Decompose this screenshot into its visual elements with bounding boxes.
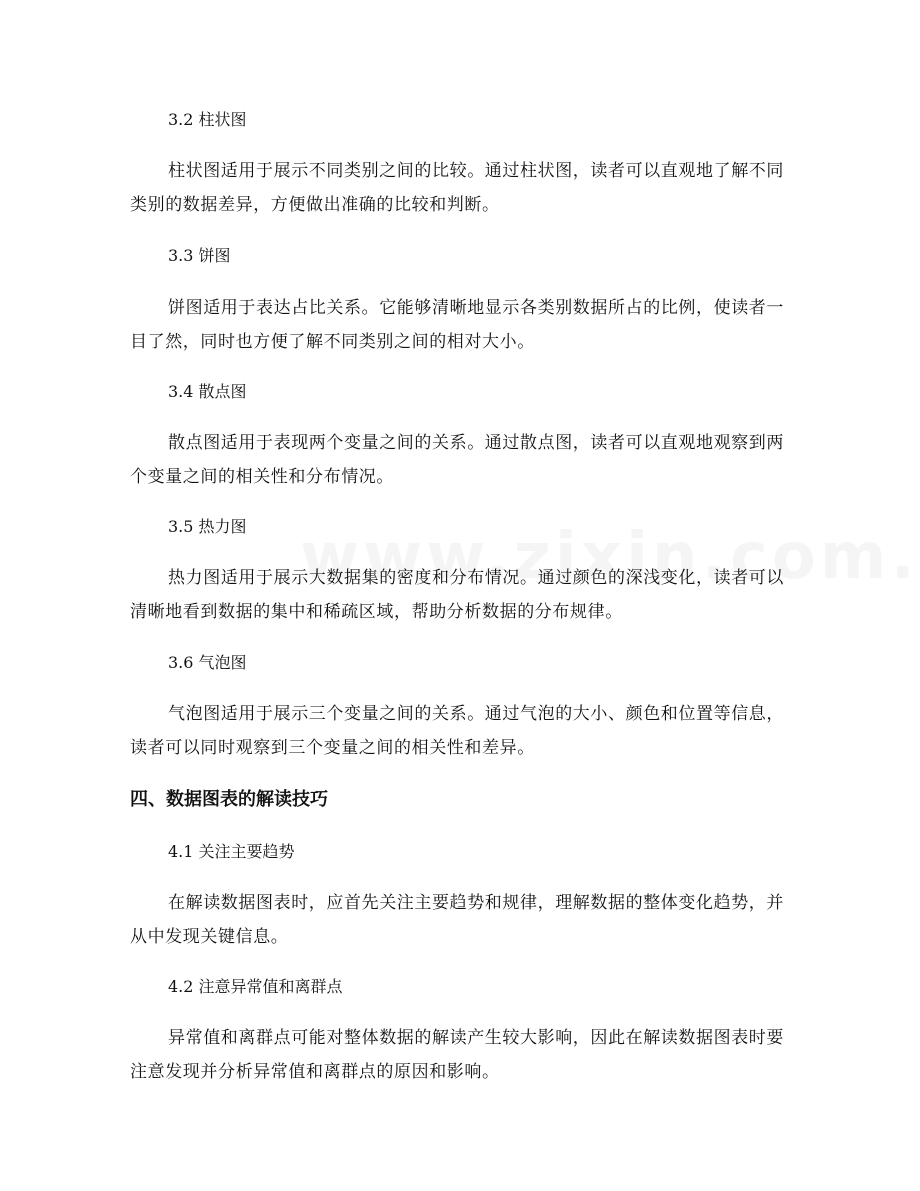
chapter-heading: 四、数据图表的解读技巧 bbox=[130, 789, 328, 810]
subheading-3-3: 3.3 饼图 bbox=[168, 246, 231, 265]
paragraph-4-1: 在解读数据图表时，应首先关注主要趋势和规律，理解数据的整体变化趋势，并从中发现关键信息。 bbox=[130, 893, 784, 947]
subheading-3-6: 3.6 气泡图 bbox=[168, 653, 247, 672]
paragraph-3-2: 柱状图适用于展示不同类别之间的比较。通过柱状图，读者可以直观地了解不同类别的数据差异，方便做出准确的比较和判断。 bbox=[130, 161, 784, 215]
paragraph-3-5: 热力图适用于展示大数据集的密度和分布情况。通过颜色的深浅变化，读者可以清晰地看到数据的集中和稀疏区域，帮助分析数据的分布规律。 bbox=[130, 568, 784, 622]
subheading-3-4: 3.4 散点图 bbox=[168, 382, 247, 401]
subheading-4-2: 4.2 注意异常值和离群点 bbox=[168, 977, 343, 996]
subheading-3-2: 3.2 柱状图 bbox=[168, 110, 247, 129]
subheading-4-1: 4.1 关注主要趋势 bbox=[168, 842, 295, 861]
paragraph-3-4: 散点图适用于表现两个变量之间的关系。通过散点图，读者可以直观地观察到两个变量之间的相关性和分布情况。 bbox=[130, 433, 784, 487]
paragraph-3-6: 气泡图适用于展示三个变量之间的关系。通过气泡的大小、颜色和位置等信息，读者可以同时观察到三个变量之间的相关性和差异。 bbox=[130, 704, 784, 758]
paragraph-3-3: 饼图适用于表达占比关系。它能够清晰地显示各类别数据所占的比例，使读者一目了然，同时也方便了解不同类别之间的相对大小。 bbox=[130, 298, 784, 352]
subheading-3-5: 3.5 热力图 bbox=[168, 517, 247, 536]
paragraph-4-2: 异常值和离群点可能对整体数据的解读产生较大影响，因此在解读数据图表时要注意发现并分析异常值和离群点的原因和影响。 bbox=[130, 1028, 784, 1082]
